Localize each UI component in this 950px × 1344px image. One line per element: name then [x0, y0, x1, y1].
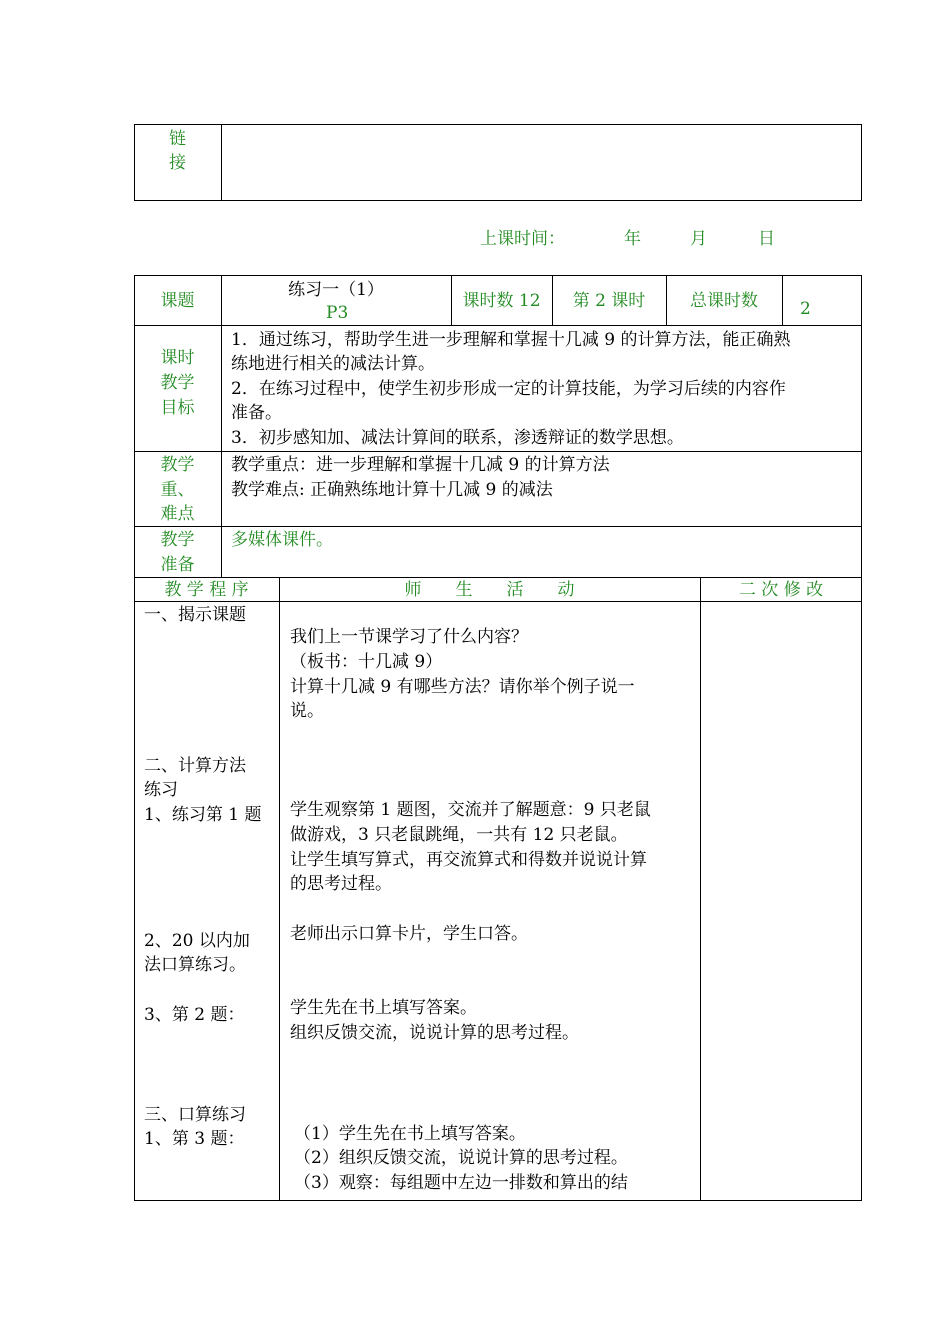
objectives-label-3: 目标: [160, 398, 195, 418]
class-time-month: 月: [690, 229, 707, 249]
row-divider: [134, 325, 862, 326]
row-divider: [134, 451, 862, 452]
topic-label: 课题: [160, 291, 195, 311]
lesson-number: 课时数 12: [462, 291, 541, 311]
col-divider: [221, 275, 222, 577]
activity-line: 学生先在书上填写答案。: [290, 998, 477, 1018]
revision-header: 二 次 修 改: [738, 580, 824, 600]
row-divider: [134, 526, 862, 527]
activity-line: 的思考过程。: [290, 874, 392, 894]
objective-line: 1．通过练习，帮助学生进一步理解和掌握十几减 9 的计算方法，能正确熟: [231, 330, 791, 350]
class-time-label: 上课时间：: [480, 229, 565, 249]
preparation-value: 多媒体课件。: [231, 530, 333, 550]
link-table: [134, 124, 862, 201]
keypoints-label-2: 重、: [160, 480, 195, 500]
objective-line: 准备。: [231, 403, 282, 423]
difficult-point: 教学难点: 正确熟练地计算十几减 9 的减法: [231, 480, 553, 500]
activity-line: 做游戏，3 只老鼠跳绳，一共有 12 只老鼠。: [290, 825, 628, 845]
key-point: 教学重点：进一步理解和掌握十几减 9 的计算方法: [231, 455, 610, 475]
objectives-label-2: 教学: [160, 373, 195, 393]
preparation-label-2: 准备: [160, 555, 195, 575]
activity-line: 说。: [290, 701, 324, 721]
keypoints-label-1: 教学: [160, 455, 195, 475]
activity-line: （2）组织反馈交流，说说计算的思考过程。: [294, 1148, 628, 1168]
activity-line: 我们上一节课学习了什么内容？: [290, 627, 528, 647]
procedure-header: 教 学 程 序: [164, 580, 249, 600]
col-divider: [700, 577, 701, 1201]
activity-line: （1）学生先在书上填写答案。: [294, 1124, 526, 1144]
lesson-period: 第 2 课时: [572, 291, 646, 311]
procedure-item: 3、第 2 题：: [144, 1005, 245, 1025]
procedure-item: 一、揭示课题: [144, 605, 246, 625]
activity-line: 让学生填写算式，再交流算式和得数并说说计算: [290, 850, 647, 870]
procedure-item: 练习: [144, 780, 178, 800]
activity-line: 学生观察第 1 题图，交流并了解题意：9 只老鼠: [290, 800, 651, 820]
activity-line: 计算十几减 9 有哪些方法？请你举个例子说一: [290, 677, 635, 697]
activity-line: 老师出示口算卡片，学生口答。: [290, 924, 528, 944]
activity-header: 师 生 活 动: [404, 580, 575, 600]
class-time-day: 日: [758, 229, 775, 249]
keypoints-label-3: 难点: [160, 504, 195, 524]
link-label-1: 链: [169, 129, 186, 149]
procedure-item: 1、第 3 题：: [144, 1129, 245, 1149]
procedure-item: 法口算练习。: [144, 955, 246, 975]
link-label-2: 接: [169, 153, 186, 173]
preparation-label-1: 教学: [160, 530, 195, 550]
topic-value: 练习一（1）: [288, 280, 384, 300]
total-lessons-value: 2: [800, 299, 811, 319]
col-divider: [782, 275, 783, 325]
procedure-item: 1、练习第 1 题: [144, 805, 262, 825]
topic-page: P3: [326, 303, 349, 323]
objective-line: 2．在练习过程中，使学生初步形成一定的计算技能，为学习后续的内容作: [231, 379, 786, 399]
objective-line: 练地进行相关的减法计算。: [231, 354, 435, 374]
procedure-item: 三、口算练习: [144, 1105, 246, 1125]
activity-line: （板书：十几减 9）: [290, 652, 443, 672]
procedure-item: 2、20 以内加: [144, 931, 250, 951]
procedure-item: 二、计算方法: [144, 756, 246, 776]
class-time-year: 年: [624, 229, 641, 249]
link-table-divider: [221, 124, 222, 201]
objectives-label-1: 课时: [160, 348, 195, 368]
total-lessons-label: 总课时数: [690, 291, 758, 311]
objective-line: 3．初步感知加、减法计算间的联系，渗透辩证的数学思想。: [231, 428, 684, 448]
activity-line: （3）观察：每组题中左边一排数和算出的结: [294, 1173, 628, 1193]
col-divider: [279, 577, 280, 1201]
activity-line: 组织反馈交流，说说计算的思考过程。: [290, 1023, 579, 1043]
